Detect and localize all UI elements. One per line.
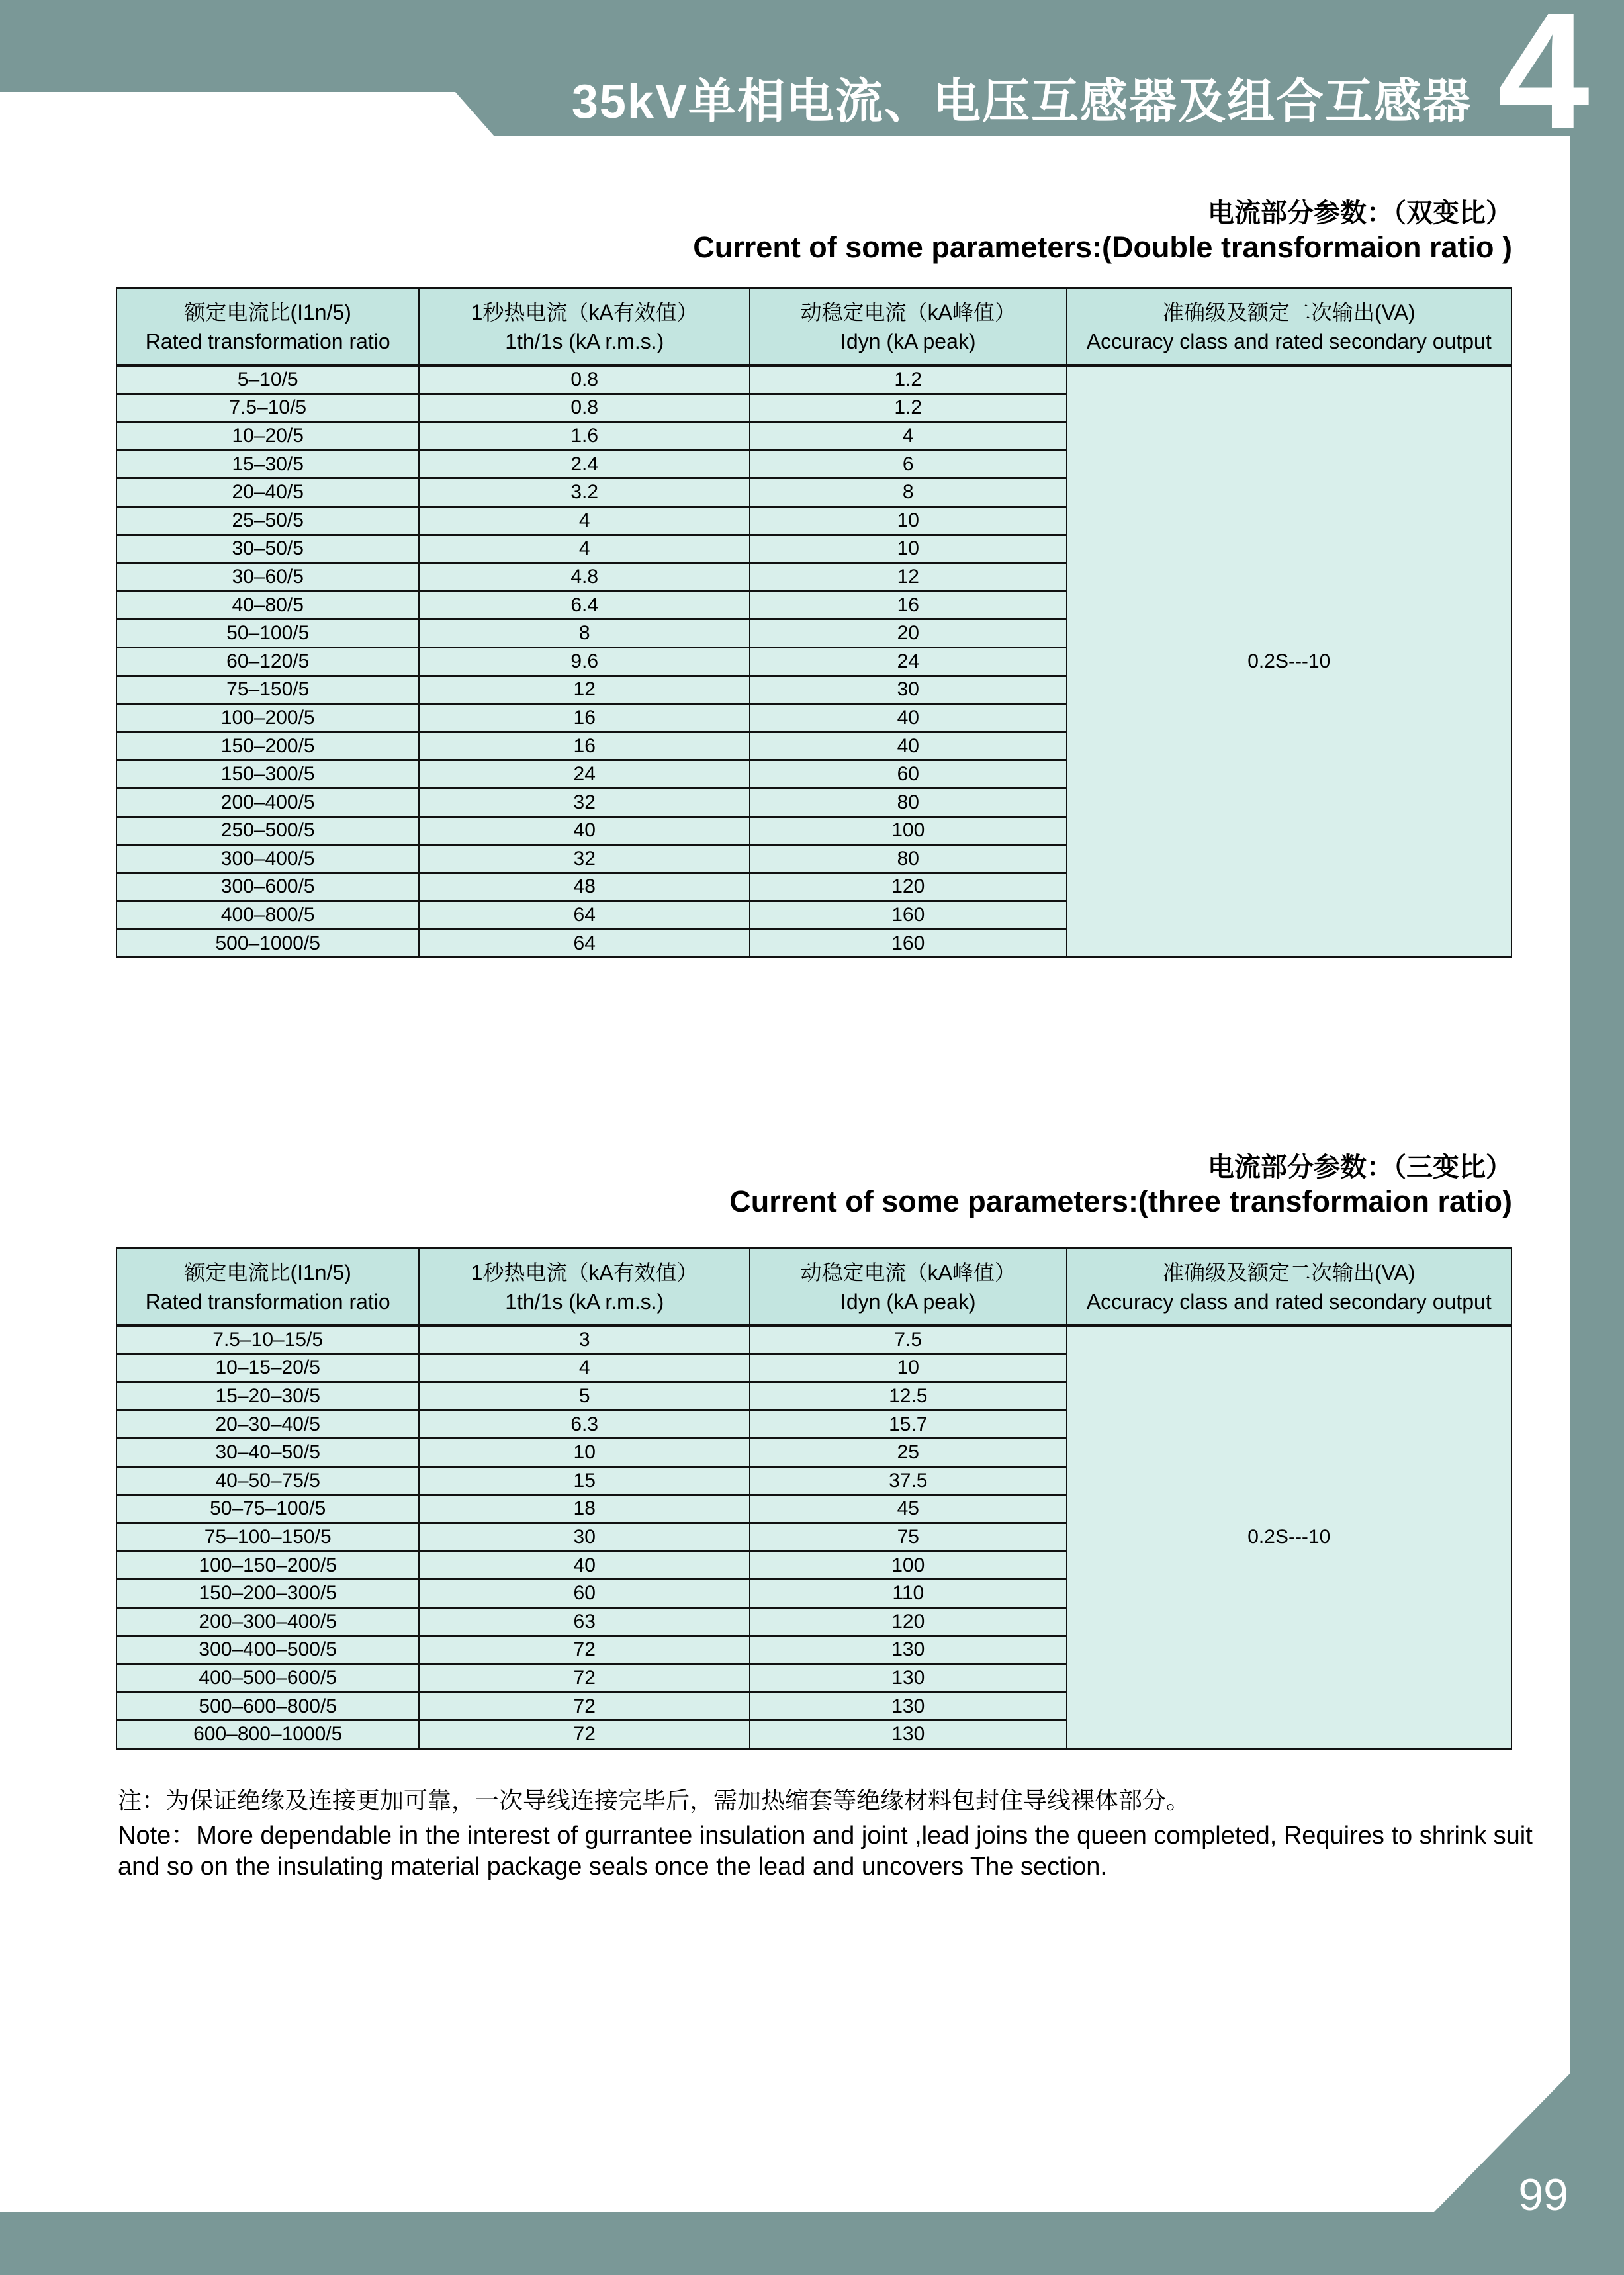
table-cell: 16 (419, 732, 750, 760)
col-header-en: 1th/1s (kA r.m.s.) (505, 1290, 664, 1314)
table-cell: 1.2 (750, 394, 1067, 422)
table-cell: 4 (419, 535, 750, 563)
table-cell: 25 (750, 1439, 1067, 1467)
table-cell: 37.5 (750, 1466, 1067, 1495)
table-cell: 300–400/5 (116, 845, 419, 873)
right-edge-strip (1570, 0, 1624, 2275)
table-cell: 250–500/5 (116, 817, 419, 845)
col-header-zh: 额定电流比(I1n/5) (184, 1261, 351, 1285)
table-cell: 10–15–20/5 (116, 1354, 419, 1382)
section2-subtitle-en: Current of some parameters:(three transformaion ratio) (729, 1184, 1512, 1218)
section2-subtitle-zh: 电流部分参数：（三变比） (1208, 1153, 1512, 1182)
table-cell: 120 (750, 873, 1067, 901)
footnote-zh: 注：为保证绝缘及连接更加可靠，一次导线连接完毕后，需加热缩套等绝缘材料包封住导线裸体部分。 (118, 1787, 1191, 1814)
table-cell: 80 (750, 788, 1067, 817)
col-header-dynamic (750, 1248, 1067, 1326)
table-body (116, 365, 1511, 958)
table-cell: 160 (750, 901, 1067, 930)
accuracy-merged-cell: 0.2S---10 (1067, 365, 1511, 958)
table-cell: 15–30/5 (116, 450, 419, 478)
table-cell: 1.2 (750, 365, 1067, 394)
table-cell: 30–60/5 (116, 563, 419, 592)
table-cell: 16 (419, 704, 750, 733)
section1-subtitle-en: Current of some parameters:(Double transformaion ratio ) (693, 230, 1512, 264)
col-header-zh: 准确级及额定二次输出(VA) (1162, 1261, 1416, 1285)
table-cell: 12 (750, 563, 1067, 592)
table-cell: 150–200–300/5 (116, 1580, 419, 1608)
col-header-en: Accuracy class and rated secondary output (1086, 330, 1492, 354)
table-cell: 72 (419, 1692, 750, 1720)
table-cell: 40 (750, 732, 1067, 760)
table-cell: 15–20–30/5 (116, 1382, 419, 1411)
col-header-zh: 1秒热电流（kA有效值） (471, 300, 698, 325)
table-cell: 20 (750, 619, 1067, 648)
table-cell: 24 (419, 760, 750, 789)
table-cell: 4 (750, 422, 1067, 451)
col-header-thermal (419, 1248, 750, 1326)
table-cell: 7.5 (750, 1325, 1067, 1354)
table-cell: 100–150–200/5 (116, 1551, 419, 1580)
table-cell: 15 (419, 1466, 750, 1495)
table-cell: 130 (750, 1636, 1067, 1664)
footer-band (0, 2212, 1624, 2275)
table-cell: 40–50–75/5 (116, 1466, 419, 1495)
table-cell: 120 (750, 1607, 1067, 1636)
accuracy-merged-cell: 0.2S---10 (1067, 1325, 1511, 1748)
table-cell: 150–300/5 (116, 760, 419, 789)
table-cell: 20–30–40/5 (116, 1410, 419, 1439)
table-cell: 10 (750, 506, 1067, 535)
section1-subtitle-zh: 电流部分参数：（双变比） (1208, 199, 1512, 228)
table-cell: 300–400–500/5 (116, 1636, 419, 1664)
table-cell: 72 (419, 1636, 750, 1664)
table-cell: 10 (750, 1354, 1067, 1382)
table-cell: 7.5–10–15/5 (116, 1325, 419, 1354)
table-cell: 110 (750, 1580, 1067, 1608)
table-cell: 200–300–400/5 (116, 1607, 419, 1636)
col-header-zh: 准确级及额定二次输出(VA) (1162, 300, 1416, 325)
col-header-en: Idyn (kA peak) (840, 330, 976, 354)
col-header-accuracy (1067, 288, 1511, 366)
table-cell: 300–600/5 (116, 873, 419, 901)
table-cell: 12 (419, 676, 750, 704)
footnote-en: Note：More dependable in the interest of gurrantee insulation and joint ,lead joins the queen completed, Requires to shrink suit and so on the insulating material package seals once the lead and uncovers The section. (118, 1821, 1533, 1881)
table-cell: 40 (419, 817, 750, 845)
table-cell: 64 (419, 929, 750, 958)
page-number: 99 (1518, 2170, 1568, 2220)
footnote (118, 1785, 1534, 1883)
col-header-en: 1th/1s (kA r.m.s.) (505, 330, 664, 354)
table-cell: 63 (419, 1607, 750, 1636)
table-cell: 400–800/5 (116, 901, 419, 930)
table-cell: 75–100–150/5 (116, 1523, 419, 1552)
col-header-en: Accuracy class and rated secondary output (1086, 1290, 1492, 1314)
table-cell: 6.3 (419, 1410, 750, 1439)
col-header-dynamic (750, 288, 1067, 366)
table-header (116, 1248, 1511, 1326)
table-cell: 0.8 (419, 365, 750, 394)
table-row (116, 1325, 1511, 1354)
section2-subtitle (729, 1151, 1512, 1219)
table-cell: 32 (419, 788, 750, 817)
table-cell: 6 (750, 450, 1067, 478)
table-cell: 10 (750, 535, 1067, 563)
table-cell: 3 (419, 1325, 750, 1354)
table-row (116, 365, 1511, 394)
table-cell: 18 (419, 1495, 750, 1523)
col-header-zh: 额定电流比(I1n/5) (184, 300, 351, 325)
table-cell: 100 (750, 1551, 1067, 1580)
table-cell: 72 (419, 1720, 750, 1749)
table-cell: 8 (750, 478, 1067, 507)
table-cell: 50–75–100/5 (116, 1495, 419, 1523)
table-cell: 64 (419, 901, 750, 930)
table-cell: 9.6 (419, 647, 750, 676)
table-cell: 8 (419, 619, 750, 648)
table-cell: 80 (750, 845, 1067, 873)
table-cell: 100 (750, 817, 1067, 845)
table-cell: 0.8 (419, 394, 750, 422)
table-cell: 12.5 (750, 1382, 1067, 1411)
col-header-zh: 1秒热电流（kA有效值） (471, 1261, 698, 1285)
table-cell: 60 (419, 1580, 750, 1608)
table-cell: 4 (419, 506, 750, 535)
double-ratio-table (116, 287, 1512, 958)
col-header-zh: 动稳定电流（kA峰值） (800, 300, 1016, 325)
col-header-zh: 动稳定电流（kA峰值） (800, 1261, 1016, 1285)
table-cell: 130 (750, 1692, 1067, 1720)
table-cell: 30 (419, 1523, 750, 1552)
table-cell: 16 (750, 591, 1067, 619)
table-cell: 4.8 (419, 563, 750, 592)
table-cell: 15.7 (750, 1410, 1067, 1439)
table-cell: 7.5–10/5 (116, 394, 419, 422)
table-cell: 40 (750, 704, 1067, 733)
table-cell: 30–40–50/5 (116, 1439, 419, 1467)
table-cell: 75–150/5 (116, 676, 419, 704)
table-cell: 72 (419, 1664, 750, 1693)
table-cell: 75 (750, 1523, 1067, 1552)
table-cell: 32 (419, 845, 750, 873)
table-cell: 130 (750, 1664, 1067, 1693)
table-cell: 400–500–600/5 (116, 1664, 419, 1693)
table-cell: 160 (750, 929, 1067, 958)
table-cell: 30–50/5 (116, 535, 419, 563)
table-cell: 20–40/5 (116, 478, 419, 507)
col-header-ratio (116, 288, 419, 366)
col-header-thermal (419, 288, 750, 366)
page-title: 35kV单相电流、电压互感器及组合互感器 (571, 75, 1472, 128)
chapter-number: 4 (1497, 0, 1590, 163)
table-cell: 48 (419, 873, 750, 901)
three-ratio-table (116, 1247, 1512, 1750)
table-cell: 24 (750, 647, 1067, 676)
table-cell: 1.6 (419, 422, 750, 451)
table-cell: 130 (750, 1720, 1067, 1749)
table-cell: 4 (419, 1354, 750, 1382)
table-cell: 10–20/5 (116, 422, 419, 451)
table-cell: 500–1000/5 (116, 929, 419, 958)
table-cell: 200–400/5 (116, 788, 419, 817)
table-cell: 30 (750, 676, 1067, 704)
table-cell: 600–800–1000/5 (116, 1720, 419, 1749)
section1-subtitle (693, 197, 1512, 265)
table-cell: 6.4 (419, 591, 750, 619)
col-header-ratio (116, 1248, 419, 1326)
table-cell: 5 (419, 1382, 750, 1411)
table-cell: 500–600–800/5 (116, 1692, 419, 1720)
table-cell: 45 (750, 1495, 1067, 1523)
table-cell: 3.2 (419, 478, 750, 507)
col-header-en: Idyn (kA peak) (840, 1290, 976, 1314)
table-cell: 40 (419, 1551, 750, 1580)
table-cell: 100–200/5 (116, 704, 419, 733)
table-cell: 5–10/5 (116, 365, 419, 394)
table-header (116, 288, 1511, 366)
table-cell: 60 (750, 760, 1067, 789)
table-cell: 50–100/5 (116, 619, 419, 648)
table-cell: 40–80/5 (116, 591, 419, 619)
col-header-accuracy (1067, 1248, 1511, 1326)
col-header-en: Rated transformation ratio (145, 1290, 390, 1314)
table-body (116, 1325, 1511, 1748)
table-cell: 60–120/5 (116, 647, 419, 676)
table-cell: 150–200/5 (116, 732, 419, 760)
table-cell: 2.4 (419, 450, 750, 478)
table-cell: 25–50/5 (116, 506, 419, 535)
table-cell: 10 (419, 1439, 750, 1467)
col-header-en: Rated transformation ratio (145, 330, 390, 354)
